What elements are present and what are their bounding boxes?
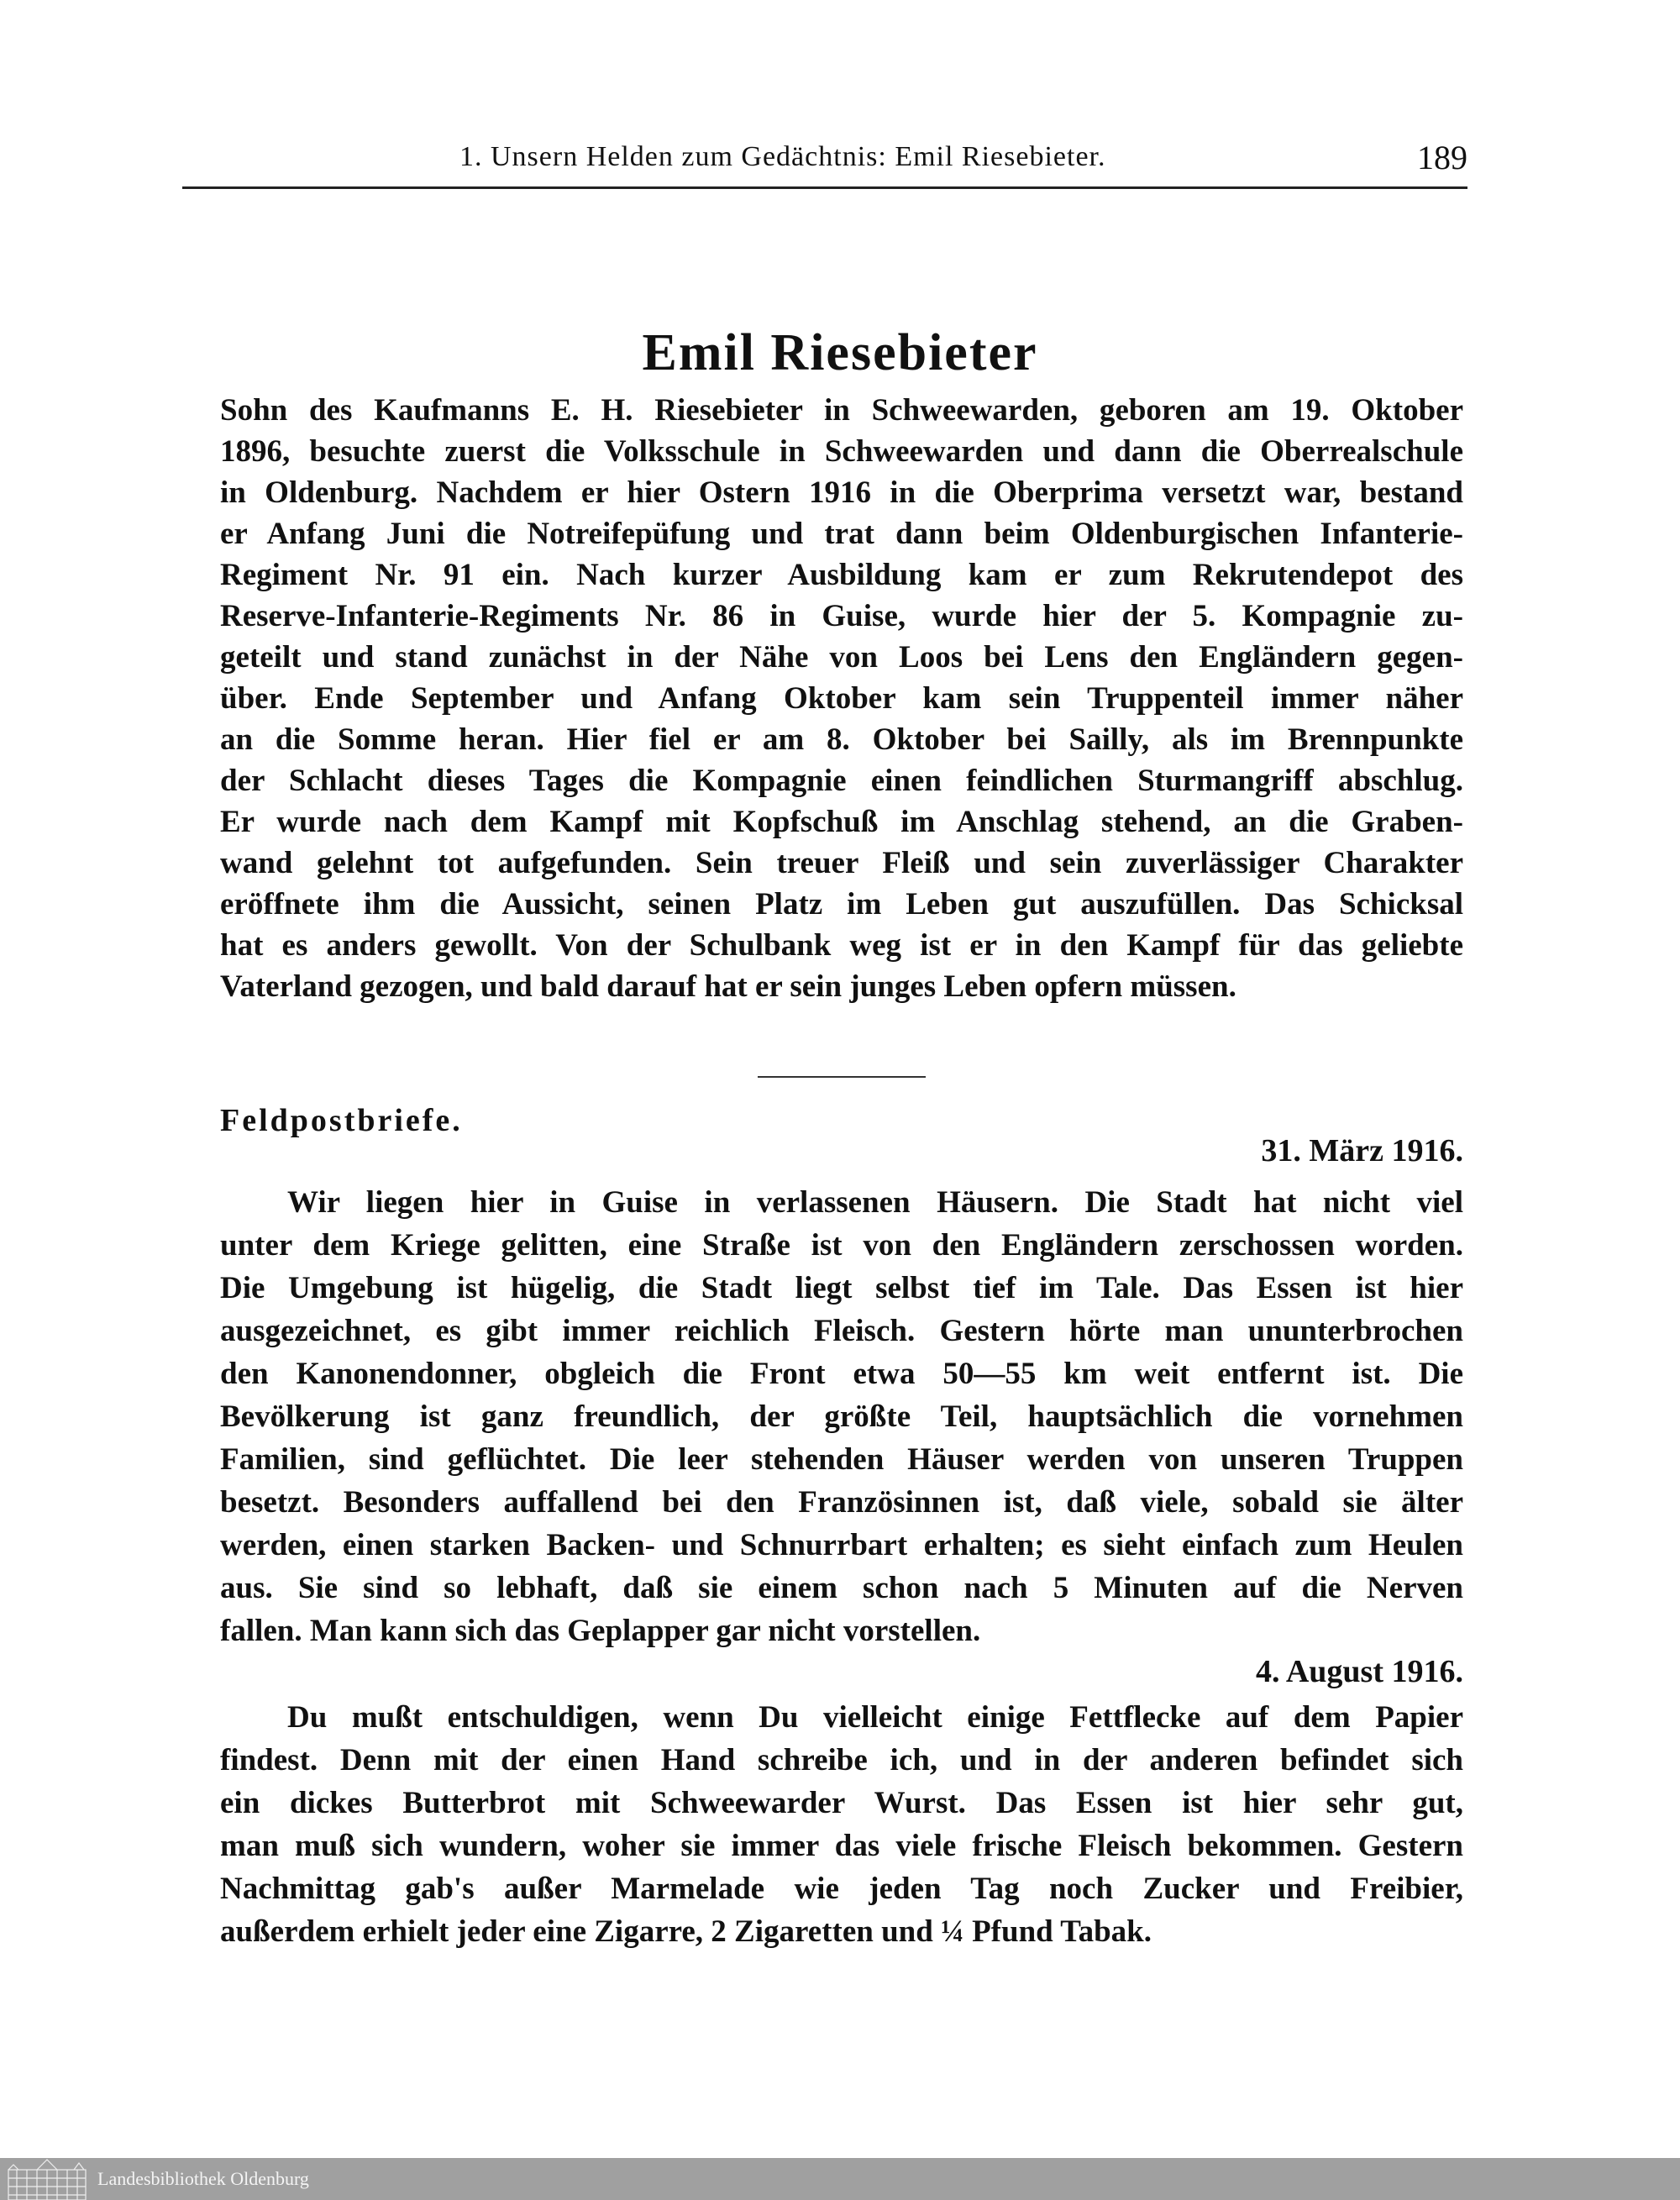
text-line: an die Somme heran. Hier fiel er am 8. Oktober bei Sailly, als im Brennpunkte bbox=[220, 722, 1463, 757]
text-line: Familien, sind geflüchtet. Die leer stehenden Häuser werden von unseren Truppen bbox=[220, 1442, 1463, 1477]
text-line: außerdem erhielt jeder eine Zigarre, 2 Zigaretten und ¼ Pfund Tabak. bbox=[220, 1914, 1152, 1949]
text-line: Die Umgebung ist hügelig, die Stadt liegt selbst tief im Tale. Das Essen ist hier bbox=[220, 1271, 1463, 1305]
library-name: Landesbibliothek Oldenburg bbox=[97, 2168, 309, 2189]
text-line: ausgezeichnet, es gibt immer reichlich Fleisch. Gestern hörte man ununterbrochen bbox=[220, 1314, 1463, 1348]
header-rule bbox=[182, 186, 1467, 189]
letters-heading: Feldpostbriefe. bbox=[220, 1103, 463, 1138]
text-line: den Kanonendonner, obgleich die Front etwa 50—55 km weit entfernt ist. Die bbox=[220, 1357, 1463, 1391]
text-line: aus. Sie sind so lebhaft, daß sie einem schon nach 5 Minuten auf die Nerven bbox=[220, 1571, 1463, 1605]
library-building-logo-icon bbox=[5, 2158, 89, 2200]
footer-bar bbox=[0, 2158, 1680, 2200]
text-line: Er wurde nach dem Kampf mit Kopfschuß im Anschlag stehend, an die Graben- bbox=[220, 805, 1463, 839]
text-line: man muß sich wundern, woher sie immer das viele frische Fleisch bekommen. Gestern bbox=[220, 1829, 1463, 1863]
letter-date: 4. August 1916. bbox=[1255, 1654, 1463, 1689]
page-number: 189 bbox=[1417, 139, 1467, 176]
text-line: der Schlacht dieses Tages die Kompagnie einen feindlichen Sturmangriff abschlug. bbox=[220, 764, 1463, 798]
text-line: Reserve-Infanterie-Regiments Nr. 86 in Guise, wurde hier der 5. Kompagnie zu- bbox=[220, 599, 1463, 633]
text-line: besetzt. Besonders auffallend bei den Französinnen ist, daß viele, sobald sie älter bbox=[220, 1485, 1463, 1520]
letter-body bbox=[220, 1181, 1463, 1652]
text-line: fallen. Man kann sich das Geplapper gar nicht vorstellen. bbox=[220, 1614, 981, 1648]
text-line: geteilt und stand zunächst in der Nähe von Loos bei Lens den Engländern gegen- bbox=[220, 640, 1463, 675]
text-line: 1896, besuchte zuerst die Volksschule in Schweewarden und dann die Oberrealschule bbox=[220, 434, 1463, 469]
text-line: werden, einen starken Backen- und Schnurrbart erhalten; es sieht einfach zum Heulen bbox=[220, 1528, 1463, 1562]
text-line: in Oldenburg. Nachdem er hier Ostern 1916 in die Oberprima versetzt war, bestand bbox=[220, 475, 1463, 510]
text-line: Du mußt entschuldigen, wenn Du vielleicht einige Fettflecke auf dem Papier bbox=[287, 1700, 1463, 1735]
text-line: ein dickes Butterbrot mit Schweewarder Wurst. Das Essen ist hier sehr gut, bbox=[220, 1786, 1463, 1820]
letter-body bbox=[220, 1696, 1463, 1953]
text-line: Wir liegen hier in Guise in verlassenen Häusern. Die Stadt hat nicht viel bbox=[287, 1185, 1463, 1220]
text-line: Nachmittag gab's außer Marmelade wie jeden Tag noch Zucker und Freibier, bbox=[220, 1872, 1463, 1906]
text-line: wand gelehnt tot aufgefunden. Sein treuer Fleiß und sein zuverlässiger Charakter bbox=[220, 846, 1463, 880]
running-title: 1. Unsern Helden zum Gedächtnis: Emil Riesebieter. bbox=[459, 141, 1106, 172]
text-line: eröffnete ihm die Aussicht, seinen Platz im Leben gut auszufüllen. Das Schicksal bbox=[220, 887, 1463, 921]
article-title: Emil Riesebieter bbox=[642, 324, 1038, 381]
text-line: Regiment Nr. 91 ein. Nach kurzer Ausbildung kam er zum Rekrutendepot des bbox=[220, 558, 1463, 592]
running-header bbox=[182, 134, 1467, 185]
text-line: Sohn des Kaufmanns E. H. Riesebieter in Schweewarden, geboren am 19. Oktober bbox=[220, 393, 1463, 428]
biography-paragraph bbox=[220, 390, 1463, 1007]
text-line: Bevölkerung ist ganz freundlich, der größte Teil, hauptsächlich die vornehmen bbox=[220, 1399, 1463, 1434]
section-divider bbox=[758, 1076, 926, 1078]
text-line: unter dem Kriege gelitten, eine Straße ist von den Engländern zerschossen worden. bbox=[220, 1228, 1463, 1263]
text-line: über. Ende September und Anfang Oktober kam sein Truppenteil immer näher bbox=[220, 681, 1463, 716]
text-line: Vaterland gezogen, und bald darauf hat er sein junges Leben opfern müssen. bbox=[220, 969, 1236, 1004]
letter-date: 31. März 1916. bbox=[1261, 1133, 1463, 1168]
text-line: findest. Denn mit der einen Hand schreibe ich, und in der anderen befindet sich bbox=[220, 1743, 1463, 1777]
text-line: er Anfang Juni die Notreifepüfung und trat dann beim Oldenburgischen Infanterie- bbox=[220, 517, 1463, 551]
text-line: hat es anders gewollt. Von der Schulbank weg ist er in den Kampf für das geliebte bbox=[220, 928, 1463, 963]
